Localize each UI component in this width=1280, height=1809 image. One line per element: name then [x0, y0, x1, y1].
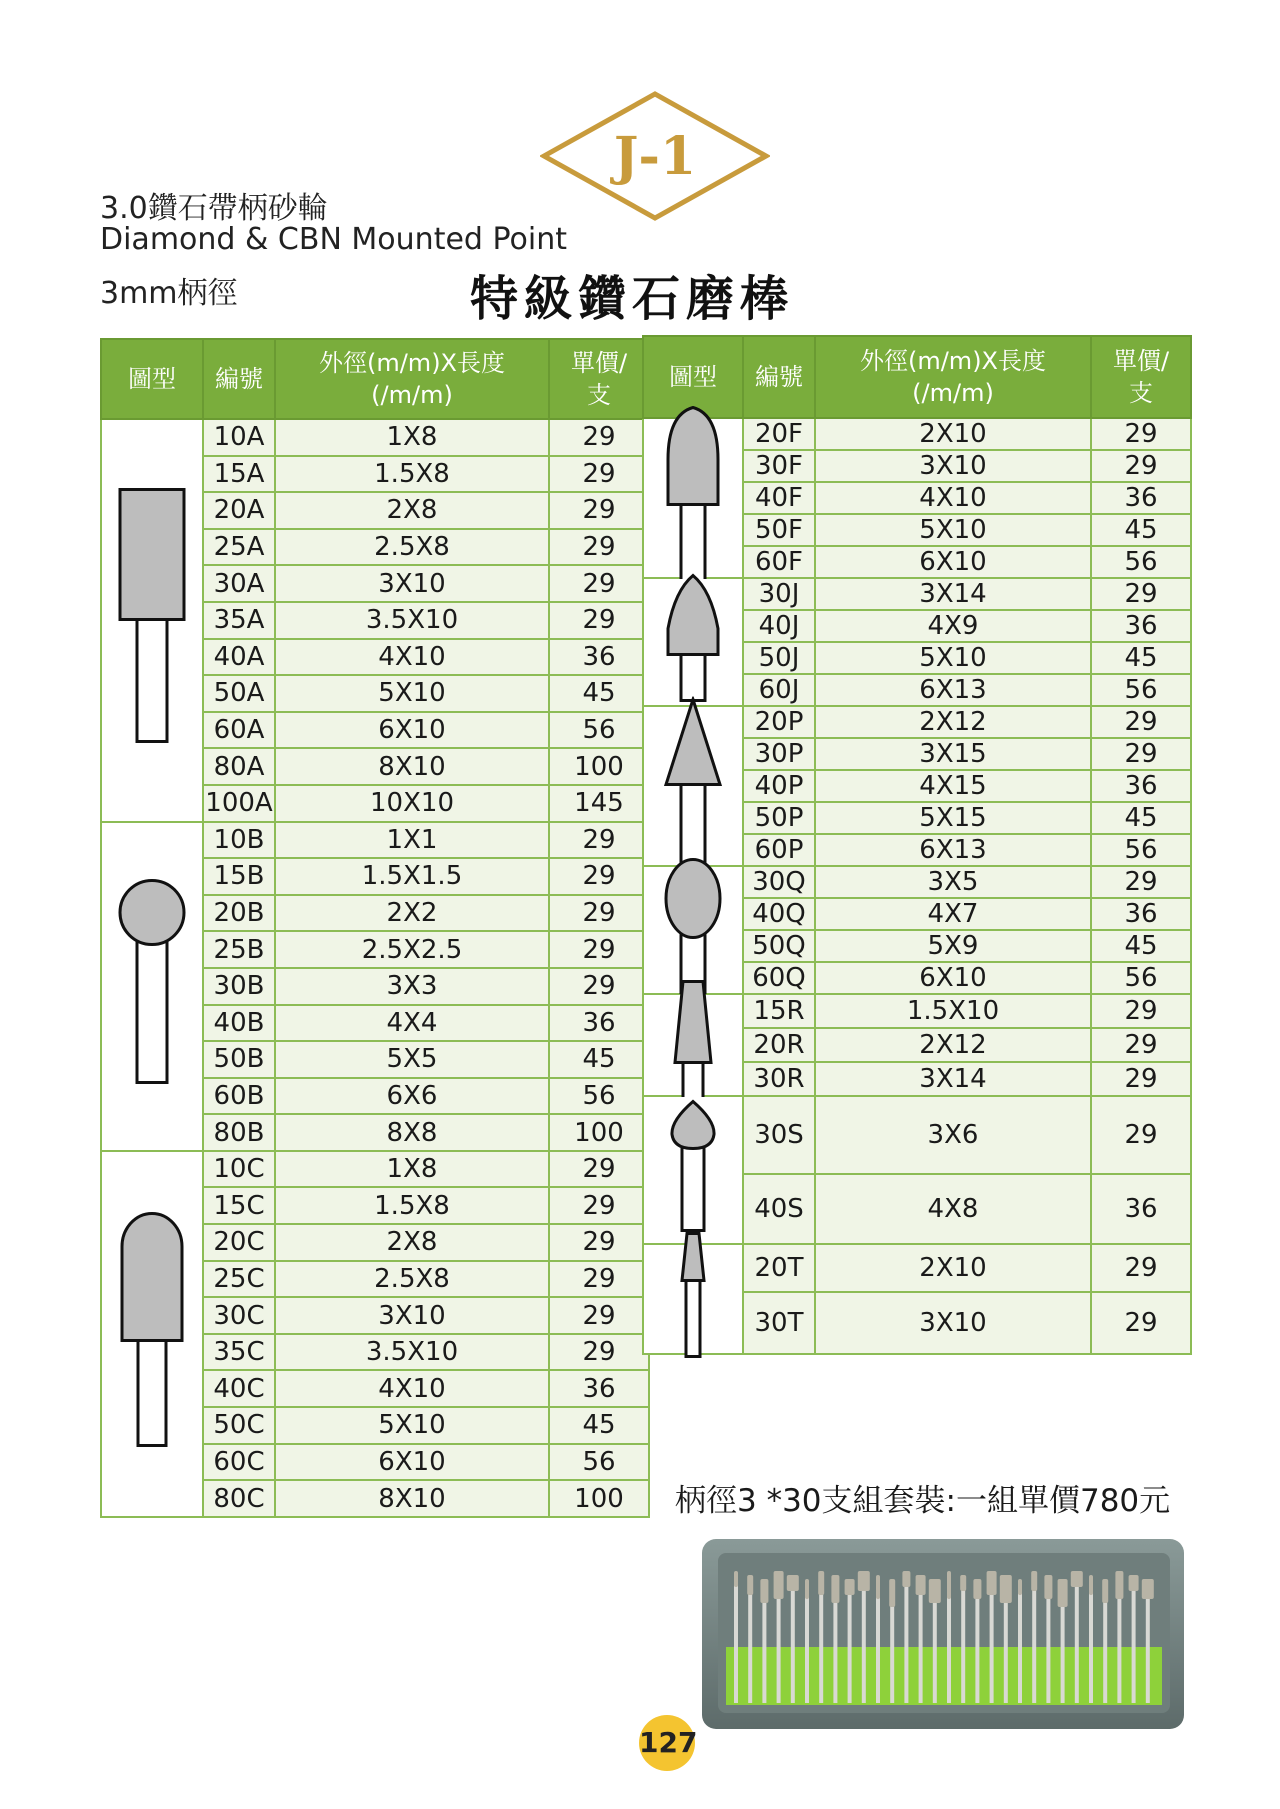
- dims-cell: 4X10: [275, 1370, 549, 1407]
- price-cell: 45: [1091, 642, 1191, 674]
- code-cell: 30T: [743, 1292, 815, 1354]
- dims-cell: 8X8: [275, 1114, 549, 1151]
- shape-cell: [101, 419, 203, 822]
- shape-cell: [101, 1151, 203, 1517]
- bit-shank: [848, 1585, 852, 1703]
- shape-cell: [643, 578, 743, 706]
- dims-cell: 5X15: [815, 802, 1091, 834]
- price-cell: 29: [1091, 1062, 1191, 1096]
- price-cell: 45: [1091, 930, 1191, 962]
- table-row: [101, 419, 649, 456]
- table-row: [643, 994, 1191, 1028]
- teardrop-point-icon: [668, 1099, 718, 1242]
- bit-head: [1115, 1571, 1123, 1599]
- table-row: [643, 1096, 1191, 1174]
- left-spec-table: [100, 338, 650, 1518]
- dims-cell: 1X8: [275, 419, 549, 456]
- bit-head: [787, 1575, 799, 1591]
- bit-head: [774, 1571, 784, 1599]
- bit-shank: [876, 1585, 880, 1703]
- price-cell: 29: [549, 968, 649, 1005]
- dims-cell: 6X13: [815, 834, 1091, 866]
- code-cell: 10C: [203, 1151, 275, 1188]
- price-cell: 29: [1091, 1028, 1191, 1062]
- price-header: 單價/ 支: [1091, 336, 1191, 418]
- j1-logo: [540, 90, 770, 222]
- code-cell: 10B: [203, 822, 275, 859]
- bit-shank: [862, 1585, 866, 1703]
- flame-point-icon: [665, 573, 721, 712]
- dims-cell: 6X6: [275, 1078, 549, 1115]
- dims-cell: 3X10: [275, 1297, 549, 1334]
- bit-head: [747, 1575, 753, 1595]
- bit-head: [1142, 1579, 1154, 1599]
- code-cell: 60J: [743, 674, 815, 706]
- price-cell: 36: [1091, 770, 1191, 802]
- code-cell: 80C: [203, 1480, 275, 1517]
- code-cell: 50B: [203, 1041, 275, 1078]
- shape-header: 圖型: [101, 339, 203, 419]
- code-cell: 20T: [743, 1244, 815, 1292]
- bit-shank: [990, 1585, 994, 1703]
- code-cell: 25B: [203, 931, 275, 968]
- code-cell: 30S: [743, 1096, 815, 1174]
- code-cell: 20R: [743, 1028, 815, 1062]
- bit-shank: [961, 1585, 965, 1703]
- code-cell: 80A: [203, 748, 275, 785]
- bit-head: [916, 1575, 926, 1595]
- bit-head: [902, 1571, 910, 1587]
- code-header: 編號: [743, 336, 815, 418]
- bit-shank: [734, 1585, 738, 1703]
- logo-text: J-1: [613, 126, 697, 187]
- price-cell: 29: [1091, 866, 1191, 898]
- table-row: [643, 1244, 1191, 1292]
- code-cell: 40A: [203, 639, 275, 676]
- dims-cell: 4X7: [815, 898, 1091, 930]
- price-cell: 36: [1091, 482, 1191, 514]
- dims-cell: 2.5X2.5: [275, 931, 549, 968]
- shape-cell: [101, 822, 203, 1151]
- price-cell: 29: [1091, 418, 1191, 450]
- dims-cell: 2X12: [815, 1028, 1091, 1062]
- bit-shank: [1132, 1585, 1136, 1703]
- dims-cell: 2X8: [275, 1224, 549, 1261]
- dims-cell: 3X3: [275, 968, 549, 1005]
- dims-cell: 3X15: [815, 738, 1091, 770]
- bit-head: [1031, 1571, 1037, 1591]
- price-cell: 29: [549, 419, 649, 456]
- dims-cell: 4X4: [275, 1005, 549, 1042]
- bit-shank: [1117, 1585, 1121, 1703]
- code-cell: 100A: [203, 785, 275, 822]
- dims-cell: 1.5X10: [815, 994, 1091, 1028]
- code-cell: 60F: [743, 546, 815, 578]
- bit-head: [831, 1575, 839, 1603]
- dims-cell: 4X10: [275, 639, 549, 676]
- price-cell: 29: [549, 529, 649, 566]
- dims-cell: 6X10: [815, 546, 1091, 578]
- bit-head: [987, 1571, 997, 1595]
- small-taper-point-icon: [678, 1231, 708, 1368]
- price-cell: 29: [1091, 578, 1191, 610]
- price-cell: 29: [549, 565, 649, 602]
- bit-shank: [975, 1585, 979, 1703]
- price-cell: 36: [1091, 1174, 1191, 1244]
- dims-cell: 6X10: [275, 712, 549, 749]
- dims-cell: 5X10: [275, 675, 549, 712]
- bit-head: [1000, 1575, 1012, 1603]
- code-cell: 30B: [203, 968, 275, 1005]
- price-cell: 29: [1091, 450, 1191, 482]
- bit-head: [960, 1575, 966, 1591]
- dims-cell: 5X9: [815, 930, 1091, 962]
- dims-cell: 3X6: [815, 1096, 1091, 1174]
- bit-shank: [1032, 1585, 1036, 1703]
- price-cell: 56: [1091, 962, 1191, 994]
- dims-cell: 3X14: [815, 578, 1091, 610]
- code-cell: 40P: [743, 770, 815, 802]
- code-cell: 30J: [743, 578, 815, 610]
- price-cell: 100: [549, 1480, 649, 1517]
- code-cell: 20A: [203, 492, 275, 529]
- header-line-1: 3.0鑽石帶柄砂輪: [100, 191, 328, 226]
- bit-head: [1018, 1579, 1022, 1595]
- dims-cell: 2.5X8: [275, 1261, 549, 1298]
- bit-shank: [947, 1585, 951, 1703]
- code-cell: 15A: [203, 456, 275, 493]
- dims-cell: 3.5X10: [275, 602, 549, 639]
- table-row: [643, 418, 1191, 450]
- code-cell: 40C: [203, 1370, 275, 1407]
- bit-head: [889, 1579, 895, 1607]
- cone-point-icon: [663, 697, 723, 876]
- shape-cell: [643, 418, 743, 578]
- dims-cell: 5X10: [275, 1407, 549, 1444]
- price-cell: 45: [549, 1407, 649, 1444]
- shape-cell: [643, 994, 743, 1096]
- dims-cell: 2X8: [275, 492, 549, 529]
- bit-head: [929, 1579, 941, 1603]
- bit-shank: [819, 1585, 823, 1703]
- price-cell: 29: [549, 1261, 649, 1298]
- shape-header: 圖型: [643, 336, 743, 418]
- code-cell: 10A: [203, 419, 275, 456]
- shape-cell: [643, 1096, 743, 1244]
- price-cell: 29: [549, 822, 649, 859]
- price-cell: 56: [549, 712, 649, 749]
- right-spec-table: [642, 335, 1192, 1355]
- price-cell: 45: [549, 1041, 649, 1078]
- code-cell: 60Q: [743, 962, 815, 994]
- price-header: 單價/ 支: [549, 339, 649, 419]
- code-cell: 60C: [203, 1444, 275, 1481]
- dims-cell: 3X10: [275, 565, 549, 602]
- bit-shank: [1089, 1585, 1093, 1703]
- price-cell: 45: [1091, 514, 1191, 546]
- code-cell: 30C: [203, 1297, 275, 1334]
- price-cell: 36: [1091, 610, 1191, 642]
- bit-head: [1044, 1575, 1052, 1599]
- price-cell: 29: [1091, 738, 1191, 770]
- code-cell: 25A: [203, 529, 275, 566]
- bit-shank: [748, 1585, 752, 1703]
- code-cell: 40Q: [743, 898, 815, 930]
- price-cell: 36: [1091, 898, 1191, 930]
- bit-head: [805, 1579, 809, 1599]
- bit-head: [858, 1571, 870, 1591]
- ball-point-icon: [117, 878, 187, 1095]
- bit-head: [1071, 1571, 1083, 1587]
- price-cell: 29: [549, 931, 649, 968]
- bit-shank: [1075, 1585, 1079, 1703]
- price-cell: 29: [549, 858, 649, 895]
- dims-header: 外徑(m/m)X長度 (/m/m): [275, 339, 549, 419]
- bit-head: [1089, 1575, 1093, 1595]
- bit-shank: [791, 1585, 795, 1703]
- code-cell: 60B: [203, 1078, 275, 1115]
- round-end-cylinder-icon: [119, 1210, 185, 1457]
- dims-cell: 6X10: [815, 962, 1091, 994]
- price-cell: 29: [1091, 1244, 1191, 1292]
- dims-cell: 2X10: [815, 1244, 1091, 1292]
- dims-cell: 1.5X8: [275, 456, 549, 493]
- bit-head: [760, 1579, 768, 1603]
- code-cell: 80B: [203, 1114, 275, 1151]
- dims-cell: 3.5X10: [275, 1334, 549, 1371]
- bit-head: [876, 1575, 880, 1599]
- price-cell: 145: [549, 785, 649, 822]
- table-row: [101, 1151, 649, 1188]
- bit-head: [734, 1571, 738, 1587]
- price-cell: 56: [1091, 546, 1191, 578]
- dims-cell: 3X10: [815, 450, 1091, 482]
- dims-cell: 8X10: [275, 748, 549, 785]
- code-cell: 15B: [203, 858, 275, 895]
- price-cell: 56: [549, 1444, 649, 1481]
- bit-head: [947, 1571, 951, 1599]
- code-cell: 15R: [743, 994, 815, 1028]
- price-cell: 45: [549, 675, 649, 712]
- dims-cell: 5X10: [815, 642, 1091, 674]
- code-cell: 30F: [743, 450, 815, 482]
- dims-cell: 4X10: [815, 482, 1091, 514]
- price-cell: 36: [549, 1005, 649, 1042]
- code-cell: 50J: [743, 642, 815, 674]
- table-row: [643, 706, 1191, 738]
- code-cell: 35A: [203, 602, 275, 639]
- code-cell: 60P: [743, 834, 815, 866]
- bit-head: [1058, 1579, 1068, 1607]
- code-cell: 35C: [203, 1334, 275, 1371]
- bit-shank: [919, 1585, 923, 1703]
- dims-cell: 5X5: [275, 1041, 549, 1078]
- dims-header: 外徑(m/m)X長度 (/m/m): [815, 336, 1091, 418]
- shape-cell: [643, 866, 743, 994]
- price-cell: 45: [1091, 802, 1191, 834]
- dims-cell: 1X8: [275, 1151, 549, 1188]
- dims-cell: 2X10: [815, 418, 1091, 450]
- price-cell: 29: [549, 456, 649, 493]
- price-cell: 100: [549, 748, 649, 785]
- dims-cell: 3X5: [815, 866, 1091, 898]
- price-cell: 56: [1091, 834, 1191, 866]
- code-cell: 15C: [203, 1187, 275, 1224]
- code-cell: 40F: [743, 482, 815, 514]
- price-cell: 29: [1091, 1292, 1191, 1354]
- shape-cell: [643, 706, 743, 866]
- code-cell: 30A: [203, 565, 275, 602]
- code-cell: 30P: [743, 738, 815, 770]
- table-row: [643, 578, 1191, 610]
- price-cell: 29: [549, 1187, 649, 1224]
- shape-cell: [643, 1244, 743, 1354]
- dims-cell: 6X10: [275, 1444, 549, 1481]
- code-cell: 30R: [743, 1062, 815, 1096]
- bit-head: [1102, 1579, 1108, 1603]
- price-cell: 36: [549, 1370, 649, 1407]
- price-cell: 100: [549, 1114, 649, 1151]
- bit-shank: [904, 1585, 908, 1703]
- bit-shank: [1146, 1585, 1150, 1703]
- header-line-3: 3mm柄徑: [100, 276, 238, 311]
- bit-shank: [805, 1585, 809, 1703]
- code-cell: 50A: [203, 675, 275, 712]
- price-cell: 29: [549, 492, 649, 529]
- code-cell: 40J: [743, 610, 815, 642]
- dims-cell: 1.5X1.5: [275, 858, 549, 895]
- bit-shank: [1018, 1585, 1022, 1703]
- dims-cell: 4X8: [815, 1174, 1091, 1244]
- bit-shank: [1046, 1585, 1050, 1703]
- dims-cell: 3X14: [815, 1062, 1091, 1096]
- code-cell: 50C: [203, 1407, 275, 1444]
- price-cell: 29: [1091, 706, 1191, 738]
- price-cell: 29: [549, 1334, 649, 1371]
- code-cell: 20C: [203, 1224, 275, 1261]
- code-cell: 25C: [203, 1261, 275, 1298]
- code-cell: 30Q: [743, 866, 815, 898]
- dims-cell: 10X10: [275, 785, 549, 822]
- price-cell: 29: [549, 895, 649, 932]
- cylinder-point-icon: [117, 487, 187, 754]
- bit-head: [1129, 1575, 1139, 1591]
- code-cell: 50P: [743, 802, 815, 834]
- dims-cell: 2.5X8: [275, 529, 549, 566]
- code-cell: 40S: [743, 1174, 815, 1244]
- table-row: [643, 866, 1191, 898]
- bit-head: [973, 1579, 981, 1599]
- price-cell: 29: [549, 1224, 649, 1261]
- page-number: 127: [639, 1715, 695, 1771]
- dims-cell: 4X9: [815, 610, 1091, 642]
- bit-head: [818, 1571, 824, 1595]
- code-cell: 60A: [203, 712, 275, 749]
- taper-point-icon: [671, 979, 715, 1112]
- price-cell: 36: [549, 639, 649, 676]
- dims-cell: 5X10: [815, 514, 1091, 546]
- bullet-point-icon: [665, 405, 721, 592]
- code-cell: 50Q: [743, 930, 815, 962]
- product-set-photo: [700, 1535, 1186, 1735]
- price-cell: 56: [549, 1078, 649, 1115]
- bit-shank: [777, 1585, 781, 1703]
- header-line-2: Diamond & CBN Mounted Point: [100, 222, 567, 257]
- price-cell: 56: [1091, 674, 1191, 706]
- table-row: [101, 822, 649, 859]
- code-cell: 40B: [203, 1005, 275, 1042]
- code-cell: 20F: [743, 418, 815, 450]
- price-cell: 29: [549, 602, 649, 639]
- dims-cell: 8X10: [275, 1480, 549, 1517]
- set-note: 柄徑3 *30支組套裝:一組單價780元: [675, 1483, 1171, 1519]
- code-cell: 50F: [743, 514, 815, 546]
- price-cell: 29: [1091, 1096, 1191, 1174]
- dims-cell: 3X10: [815, 1292, 1091, 1354]
- dims-cell: 6X13: [815, 674, 1091, 706]
- bit-head: [845, 1579, 855, 1595]
- dims-cell: 2X2: [275, 895, 549, 932]
- page-title: 特級鑽石磨棒: [470, 271, 795, 327]
- price-cell: 29: [549, 1297, 649, 1334]
- price-cell: 29: [1091, 994, 1191, 1028]
- dims-cell: 4X15: [815, 770, 1091, 802]
- code-cell: 20P: [743, 706, 815, 738]
- code-cell: 20B: [203, 895, 275, 932]
- code-header: 編號: [203, 339, 275, 419]
- dims-cell: 2X12: [815, 706, 1091, 738]
- dims-cell: 1X1: [275, 822, 549, 859]
- dims-cell: 1.5X8: [275, 1187, 549, 1224]
- price-cell: 29: [549, 1151, 649, 1188]
